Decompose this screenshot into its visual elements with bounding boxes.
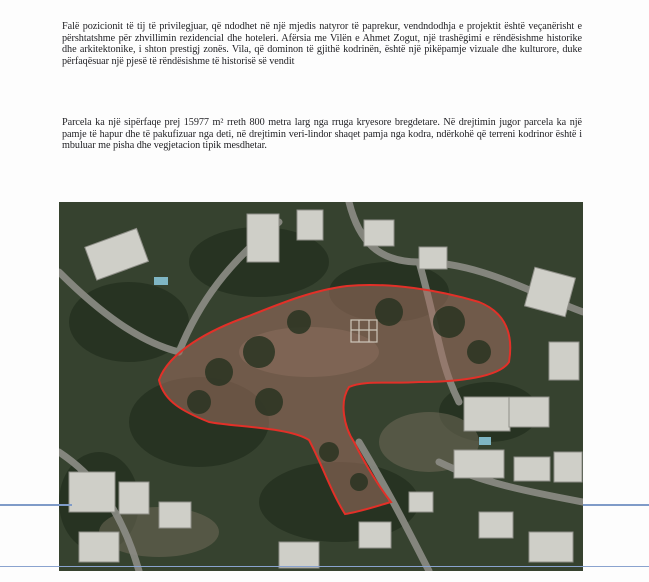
paragraph-location: Falë pozicionit të tij të privilegjuar, që ndodhet në një mjedis natyror të paprekur, vendndodhja e projektit është veçanërisht e përshtatshme për zhvillimin rezidencial dhe hoteleri. Afërsia me Vilën e Ahmet Zogut, një trashëgimi e rëndësishme historike dhe arkitektonike, i shton prestigj zonës. Vila, që dominon të gjithë kodrinën, është një pikëpamje vizuale dhe kulturore, duke përfaqësuar një pjesë të rëndësishme të historisë së vendit — [62, 21, 582, 67]
footer-rule-bottom — [0, 566, 649, 567]
footer-rule-right — [583, 504, 649, 506]
footer-rule-left — [0, 504, 72, 506]
aerial-photo-image — [59, 202, 583, 571]
paragraph-parcel: Parcela ka një sipërfaqe prej 15977 m² rreth 800 metra larg nga rruga kryesore bregdetare. Në drejtimin jugor parcela ka një pamje të hapur dhe të pakufizuar nga deti, në drejtimin veri-lindor shaqet pamja nga kodra, ndërkohë që terreni kodrinor është i mbuluar me pisha dhe vegjetacion tipik mesdhetar. — [62, 117, 582, 152]
aerial-photo — [59, 202, 583, 571]
